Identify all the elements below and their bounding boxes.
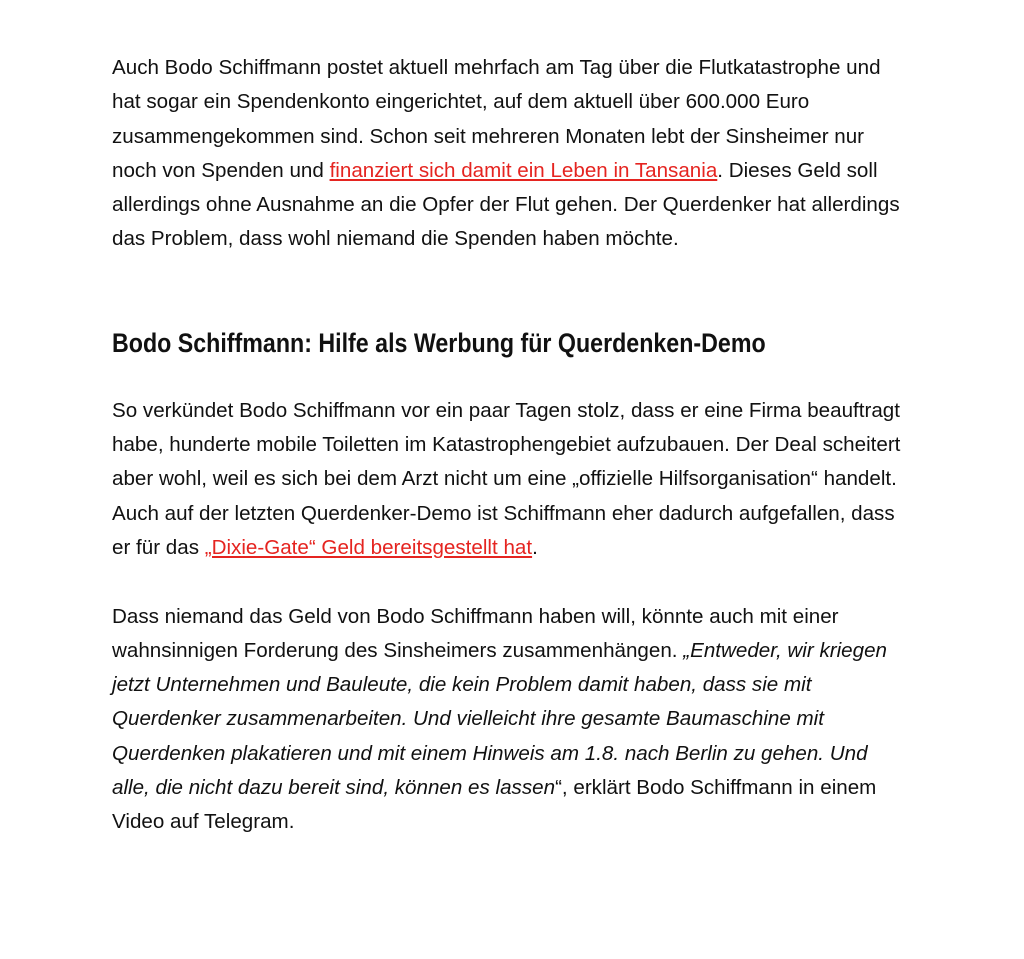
paragraph-1-text-start: Auch Bodo Schiffmann postet aktuell mehrfach am Tag über die Flutkatastrophe und hat sogar ein Spendenkonto eingerichtet, auf dem aktuell über 600.000 Euro zusammengekommen sind. Schon seit mehreren Monaten lebt der Sinsheimer nur noch von Spenden und (112, 56, 881, 182)
article-paragraph-2 (112, 394, 902, 565)
schiffmann-quote: „Entweder, wir kriegen jetzt Unternehmen und Bauleute, die kein Problem damit haben, dass sie mit Querdenker zusammenarbeiten. Und vielleicht ihre gesamte Baumaschine mit Querdenken plakatieren und mit einem Hinweis am 1.8. nach Berlin zu gehen. Und alle, die nicht dazu bereit sind, können es lassen (112, 638, 887, 800)
paragraph-3-outro: “, erklärt Bodo Schiffmann in einem Video auf Telegram. (112, 776, 877, 834)
article-body (112, 51, 902, 840)
paragraph-1-text-end: . Dieses Geld soll allerdings ohne Ausnahme an die Opfer der Flut gehen. Der Querdenker hat allerdings das Problem, dass wohl niemand die Spenden haben möchte. (112, 158, 900, 251)
article-paragraph-3 (112, 600, 902, 840)
article-paragraph-1 (112, 51, 902, 257)
paragraph-2-text-end: . (532, 535, 538, 559)
section-heading: Bodo Schiffmann: Hilfe als Werbung für Querdenken-Demo (112, 327, 766, 358)
tansania-link[interactable]: finanziert sich damit ein Leben in Tansania (329, 158, 718, 182)
paragraph-3-intro: Dass niemand das Geld von Bodo Schiffmann haben will, könnte auch mit einer wahnsinnigen Forderung des Sinsheimers zusammenhängen. (112, 604, 839, 662)
dixie-gate-link[interactable]: „Dixie-Gate“ Geld bereitsgestellt hat (204, 535, 533, 559)
paragraph-2-text-start: So verkündet Bodo Schiffmann vor ein paar Tagen stolz, dass er eine Firma beauftragt habe, hunderte mobile Toiletten im Katastrophengebiet aufzubauen. Der Deal scheitert aber wohl, weil es sich bei dem Arzt nicht um eine „offizielle Hilfsorganisation“ handelt. Auch auf der letzten Querdenker-Demo ist Schiffmann eher dadurch aufgefallen, dass er für das (112, 398, 901, 559)
